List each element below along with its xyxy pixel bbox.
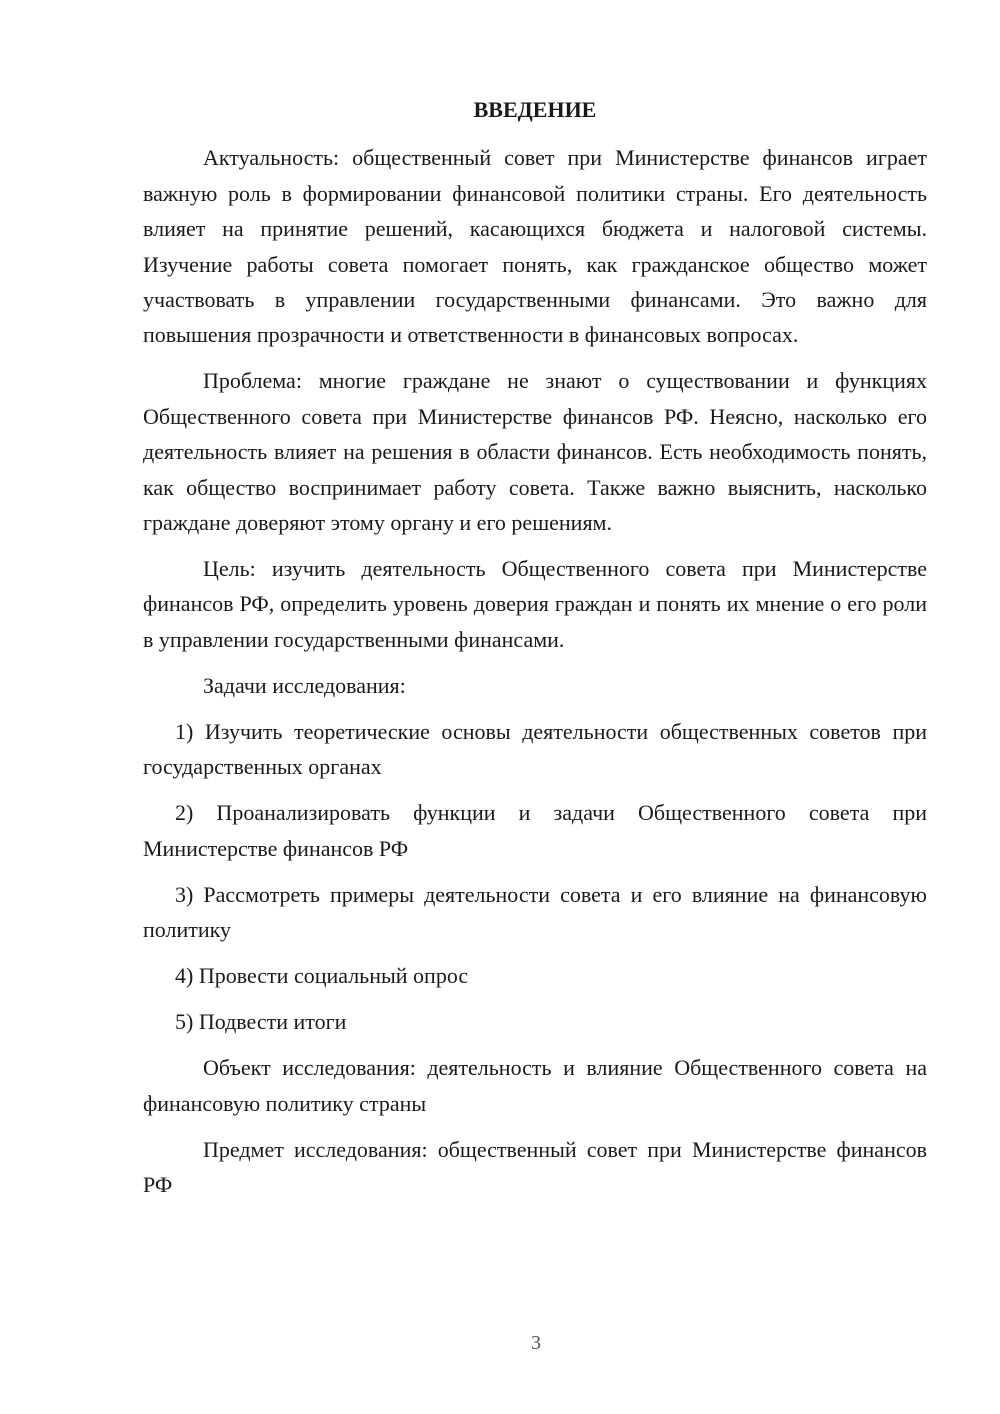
paragraph-relevance: Актуальность: общественный совет при Министерстве финансов играет важную роль в формировании финансовой политики страны. Его деятельность влияет на принятие решений, касающихся бюджета и налоговой системы. Изучение работы совета помогает понять, как гражданское общество может участвовать в управлении государственными финансами. Это важно для повышения прозрачности и ответственности в финансовых вопросах. [143, 145, 927, 348]
task-item-2: 2) Проанализировать функции и задачи Общественного совета при Министерстве финансов РФ [143, 800, 927, 861]
task-item-1: 1) Изучить теоретические основы деятельности общественных советов при государственных органах [143, 718, 927, 780]
page-number: 3 [531, 1332, 541, 1354]
paragraph-problem: Проблема: многие граждане не знают о существовании и функциях Общественного совета при Министерстве финансов РФ. Неясно, насколько его деятельность влияет на решения в области финансов. Есть необходимость понять, как общество воспринимает работу совета. Также важно выяснить, насколько граждане доверяют этому органу и его решениям. [143, 368, 927, 536]
paragraph-subject: Предмет исследования: общественный совет при Министерстве финансов РФ [143, 1136, 927, 1197]
task-item-5: 5) Подвести итоги [175, 1009, 347, 1035]
task-item-3: 3) Рассмотреть примеры деятельности совета и его влияние на финансовую политику [143, 881, 927, 943]
page-title: ВВЕДЕНИЕ [473, 97, 597, 122]
paragraph-object: Объект исследования: деятельность и влияние Общественного совета на финансовую политику страны [143, 1055, 927, 1116]
page-content [143, 92, 927, 1213]
tasks-heading: Задачи исследования: [203, 672, 406, 698]
task-item-4: 4) Провести социальный опрос [175, 963, 469, 989]
paragraph-goal: Цель: изучить деятельность Общественного совета при Министерстве финансов РФ, определить уровень доверия граждан и понять их мнение о его роли в управлении государственными финансами. [143, 556, 927, 652]
